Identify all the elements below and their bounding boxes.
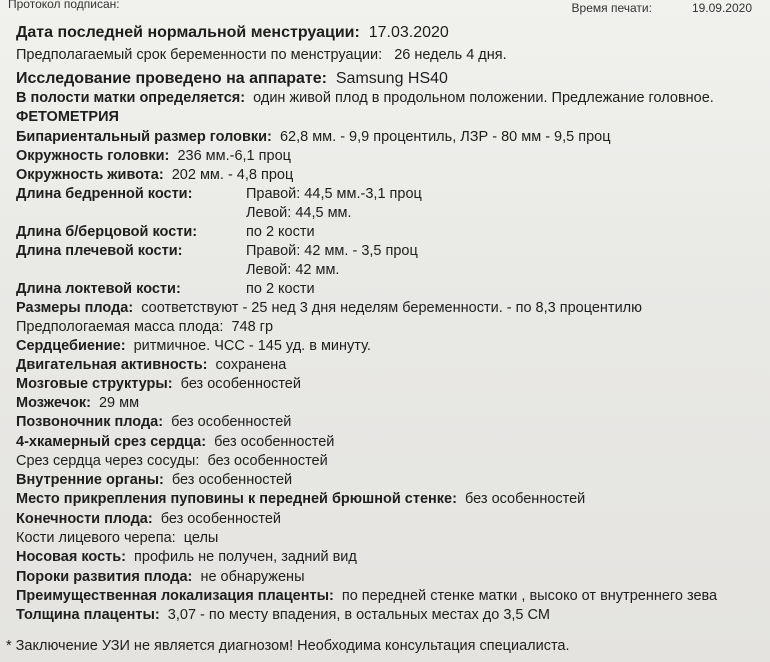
print-header <box>0 0 770 14</box>
thickness-row <box>16 606 550 624</box>
brain-value: без особенностей <box>180 376 301 392</box>
vessels-row <box>16 452 328 470</box>
vessels-label: Срез сердца через сосуды: <box>16 453 200 469</box>
femur-row <box>16 185 192 203</box>
humerus-right: Правой: 42 мм. - 3,5 проц <box>246 243 418 259</box>
hc-label: Окружность головки: <box>16 148 170 164</box>
spine-label: Позвоночник плода: <box>16 414 164 430</box>
humerus-left: Левой: 42 мм. <box>246 262 340 278</box>
cerebellum-value: 29 мм <box>98 395 140 411</box>
bpd-value: 62,8 мм. - 9,9 процентиль, ЛЗР - 80 мм - 9,5 проц <box>279 129 611 145</box>
defects-row <box>16 568 305 586</box>
lmp-value: 17.03.2020 <box>368 24 449 41</box>
cord-row <box>16 490 585 508</box>
limbs-value: без особенностей <box>160 511 282 527</box>
face-label: Кости лицевого черепа: <box>16 530 176 546</box>
spine-value: без особенностей <box>171 414 292 430</box>
protocol-signed: Протокол подписан: <box>8 0 120 11</box>
ulna-value: по 2 кости <box>246 281 315 297</box>
ac-label: Окружность живота: <box>16 167 164 183</box>
weight-row <box>16 318 273 336</box>
size-label: Размеры плода: <box>16 300 134 316</box>
device-label: Исследование проведено на аппарате: <box>16 70 327 87</box>
nasal-row <box>16 548 357 566</box>
size-value: соответствуют - 25 нед 3 дня неделям беременности. - по 8,3 процентилю <box>141 300 643 316</box>
face-row <box>16 529 218 547</box>
femur-left: Левой: 44,5 мм. <box>246 205 352 221</box>
femur-label: Длина бедренной кости: <box>16 186 193 202</box>
cord-value: без особенностей <box>465 491 586 507</box>
organs-value: без особенностей <box>171 472 293 488</box>
nasal-value: профиль не получен, задний вид <box>134 549 357 565</box>
spine-row <box>16 413 291 431</box>
term-label: Предполагаемый срок беременности по менструации: <box>16 47 383 63</box>
ulna-label: Длина локтевой кости: <box>16 281 181 297</box>
print-time <box>572 1 752 15</box>
lmp-row <box>16 24 449 42</box>
humerus-label: Длина плечевой кости: <box>16 243 183 259</box>
fetometry-title-row <box>16 108 119 126</box>
lmp-label: Дата последней нормальной менструации: <box>16 24 360 41</box>
cavity-value: один живой плод в продольном положении. Предлежание головное. <box>253 90 714 106</box>
tibia-row <box>16 223 197 241</box>
face-value: целы <box>183 530 219 546</box>
size-row <box>16 299 642 317</box>
motor-value: сохранена <box>215 357 287 373</box>
term-value: 26 недель 4 дня. <box>394 47 507 63</box>
brain-label: Мозговые структуры: <box>16 376 173 392</box>
placenta-row <box>16 587 717 605</box>
weight-value: 748 гр <box>231 319 274 335</box>
humerus-row <box>16 242 182 260</box>
four-chamber-value: без особенностей <box>214 434 335 450</box>
four-chamber-row <box>16 433 334 451</box>
term-row <box>16 46 507 64</box>
tibia-label: Длина б/берцовой кости: <box>16 224 198 240</box>
print-time-label: Время печати: <box>571 1 652 15</box>
footer-note: * Заключение УЗИ не является диагнозом! Необходима консультация специалиста. <box>6 638 570 654</box>
ac-value: 202 мм. - 4,8 проц <box>171 167 294 183</box>
placenta-label: Преимущественная локализация плаценты: <box>16 588 334 604</box>
placenta-value: по передней стенке матки , высоко от внутреннего зева <box>341 588 718 604</box>
femur-right: Правой: 44,5 мм.-3,1 проц <box>246 186 422 202</box>
heart-label: Сердцебиение: <box>16 338 126 354</box>
cavity-label: В полости матки определяется: <box>16 90 246 106</box>
ac-row <box>16 166 293 184</box>
thickness-value: 3,07 - по месту впадения, в остальных местах до 3,5 СМ <box>167 607 550 623</box>
hc-row <box>16 147 291 165</box>
cerebellum-label: Мозжечок: <box>16 395 91 411</box>
cavity-row <box>16 89 714 107</box>
device-value: Samsung HS40 <box>335 70 448 87</box>
fetometry-title: ФЕТОМЕТРИЯ <box>16 109 119 125</box>
defects-label: Пороки развития плода: <box>16 569 193 585</box>
print-time-value: 19.09.2020 <box>691 1 752 15</box>
heart-row <box>16 337 371 355</box>
organs-row <box>16 471 292 489</box>
cord-label: Место прикрепления пуповины к передней брюшной стенке: <box>16 491 457 507</box>
hc-value: 236 мм.-6,1 проц <box>177 148 291 164</box>
defects-value: не обнаружены <box>200 569 305 585</box>
limbs-label: Конечности плода: <box>16 511 153 527</box>
brain-row <box>16 375 301 393</box>
ulna-row <box>16 280 181 298</box>
four-chamber-label: 4-хкамерный срез сердца: <box>16 434 207 450</box>
thickness-label: Толщина плаценты: <box>16 607 160 623</box>
cerebellum-row <box>16 394 139 412</box>
bpd-row <box>16 128 611 146</box>
weight-label: Предпологаемая масса плода: <box>16 319 224 335</box>
nasal-label: Носовая кость: <box>16 549 126 565</box>
vessels-value: без особенностей <box>207 453 328 469</box>
motor-row <box>16 356 286 374</box>
limbs-row <box>16 510 281 528</box>
device-row <box>16 70 448 88</box>
organs-label: Внутренние органы: <box>16 472 164 488</box>
heart-value: ритмичное. ЧСС - 145 уд. в минуту. <box>133 338 371 354</box>
motor-label: Двигательная активность: <box>16 357 208 373</box>
tibia-value: по 2 кости <box>246 224 315 240</box>
bpd-label: Бипариентальный размер головки: <box>16 129 272 145</box>
